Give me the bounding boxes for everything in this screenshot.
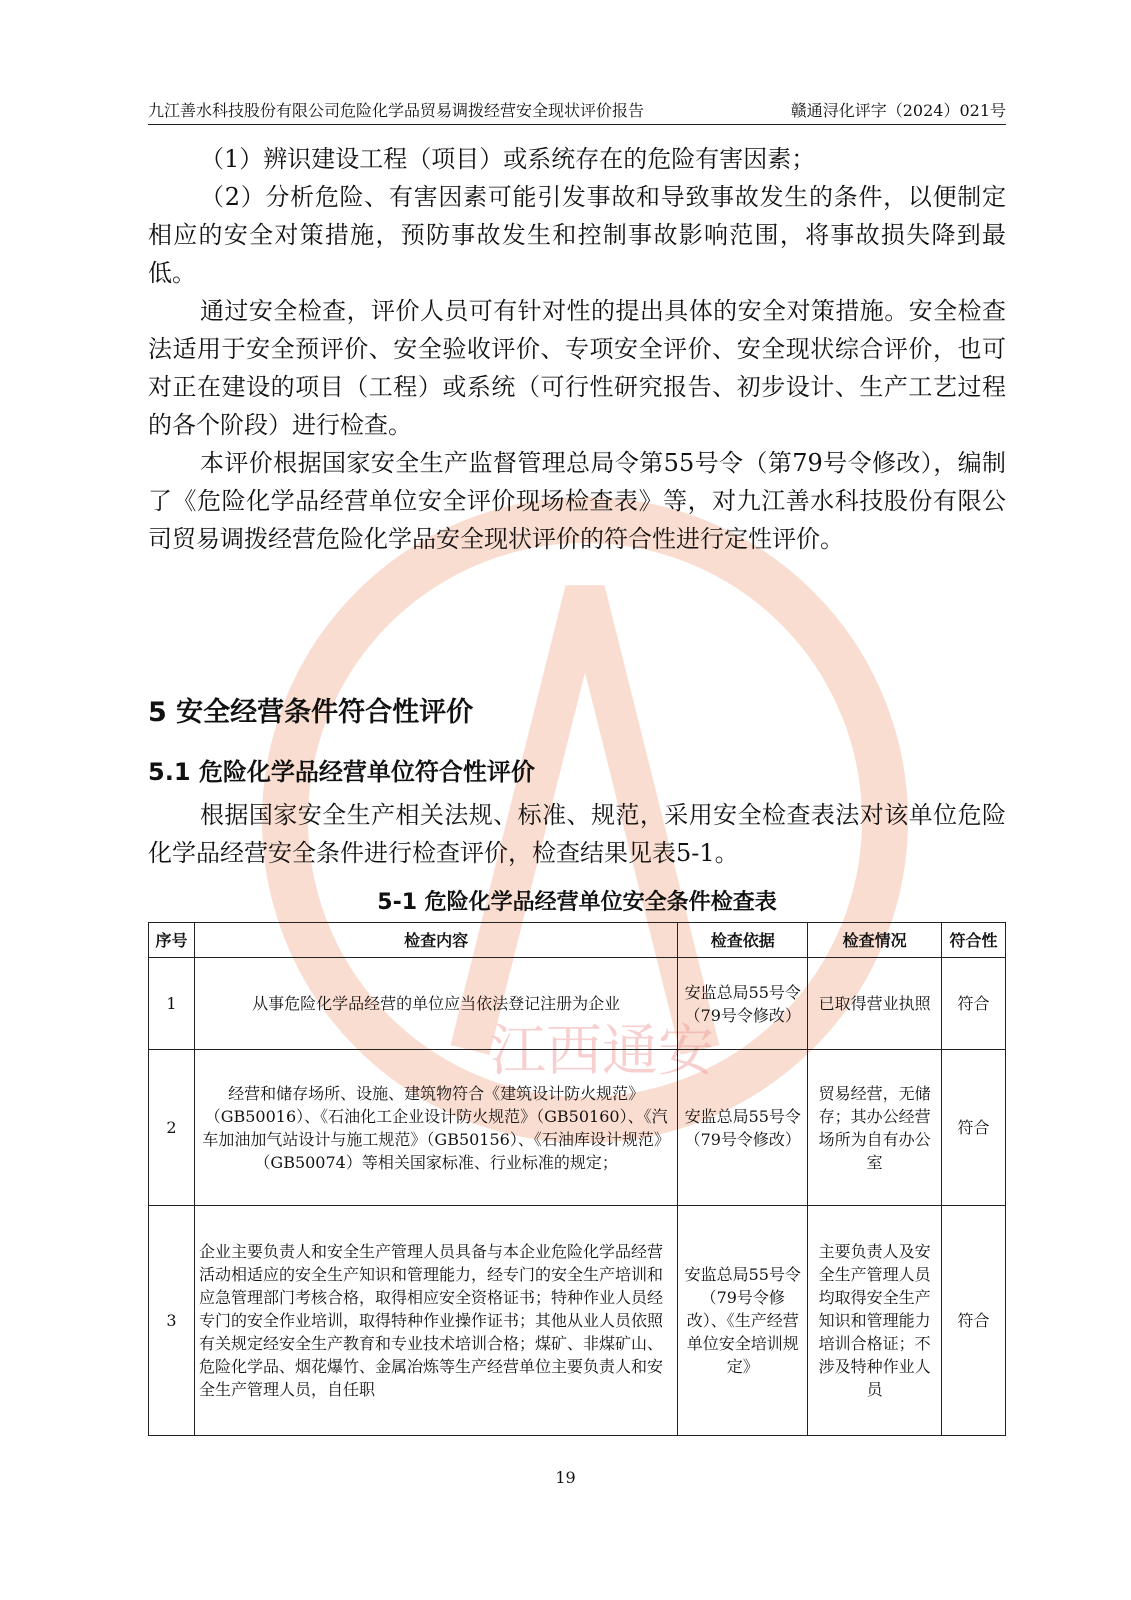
header-report-number: 赣通浔化评字（2024）021号 [790, 101, 1006, 120]
row-status: 主要负责人及安全生产管理人员均取得安全生产知识和管理能力培训合格证；不涉及特种作业人员 [808, 1206, 942, 1436]
section-intro: 根据国家安全生产相关法规、标准、规范，采用安全检查表法对该单位危险化学品经营安全条件进行检查评价，检查结果见表5-1。 [148, 801, 1006, 867]
table-row [149, 958, 1006, 1050]
row-no: 2 [149, 1050, 195, 1206]
row-basis: 安监总局55号令（79号令修改） [678, 958, 808, 1050]
section-title: 5 安全经营条件符合性评价 [148, 697, 474, 728]
subsection-title: 5.1 危险化学品经营单位符合性评价 [148, 758, 535, 786]
header-status: 检查情况 [808, 923, 942, 958]
row-content: 经营和储存场所、设施、建筑物符合《建筑设计防火规范》（GB50016）、《石油化工企业设计防火规范》（GB50160）、《汽车加油加气站设计与施工规范》（GB50156）、《石油库设计规范》（GB50074）等相关国家标准、行业标准的规定； [194, 1050, 677, 1206]
header-basis: 检查依据 [678, 923, 808, 958]
table-row [149, 1050, 1006, 1206]
table-row [149, 1206, 1006, 1436]
paragraph-item-2: （2）分析危险、有害因素可能引发事故和导致事故发生的条件，以便制定相应的安全对策措施，预防事故发生和控制事故影响范围，将事故损失降到最低。 [148, 183, 1006, 287]
section-intro-block [148, 796, 1006, 872]
body-paragraphs [148, 140, 1006, 558]
row-basis: 安监总局55号令（79号令修改） [678, 1050, 808, 1206]
row-no: 3 [149, 1206, 195, 1436]
header-content: 检查内容 [194, 923, 677, 958]
header-result: 符合性 [942, 923, 1006, 958]
row-result: 符合 [942, 958, 1006, 1050]
row-content: 从事危险化学品经营的单位应当依法登记注册为企业 [194, 958, 677, 1050]
row-status: 已取得营业执照 [808, 958, 942, 1050]
watermark-text: 江西通安 [490, 1019, 714, 1084]
row-status: 贸易经营，无储存；其办公经营场所为自有办公室 [808, 1050, 942, 1206]
header-report-title: 九江善水科技股份有限公司危险化学品贸易调拨经营安全现状评价报告 [148, 101, 645, 120]
table-caption: 5-1 危险化学品经营单位安全条件检查表 [377, 890, 777, 915]
row-result: 符合 [942, 1050, 1006, 1206]
row-result: 符合 [942, 1206, 1006, 1436]
check-table [148, 922, 1006, 1436]
header-no: 序号 [149, 923, 195, 958]
row-basis: 安监总局55号令（79号令修改）、《生产经营单位安全培训规定》 [678, 1206, 808, 1436]
page-number: 19 [555, 1468, 576, 1487]
row-content: 企业主要负责人和安全生产管理人员具备与本企业危险化学品经营活动相适应的安全生产知识和管理能力，经专门的安全生产培训和应急管理部门考核合格，取得相应安全资格证书；特种作业人员经专门的安全作业培训，取得特种作业操作证书；其他从业人员依照有关规定经安全生产教育和专业技术培训合格；煤矿、非煤矿山、危险化学品、烟花爆竹、金属冶炼等生产经营单位主要负责人和安全生产管理人员，自任职 [194, 1206, 677, 1436]
row-no: 1 [149, 958, 195, 1050]
page-header [148, 96, 1006, 125]
paragraph-safety-check: 通过安全检查，评价人员可有针对性的提出具体的安全对策措施。安全检查法适用于安全预评价、安全验收评价、专项安全评价、安全现状综合评价，也可对正在建设的项目（工程）或系统（可行性研究报告、初步设计、生产工艺过程的各个阶段）进行检查。 [148, 297, 1006, 439]
paragraph-item-1: （1）辨识建设工程（项目）或系统存在的危险有害因素； [200, 145, 816, 173]
table-header-row [149, 923, 1006, 958]
paragraph-evaluation-basis: 本评价根据国家安全生产监督管理总局令第55号令（第79号令修改），编制了《危险化学品经营单位安全评价现场检查表》等，对九江善水科技股份有限公司贸易调拨经营危险化学品安全现状评价的符合性进行定性评价。 [148, 449, 1006, 553]
